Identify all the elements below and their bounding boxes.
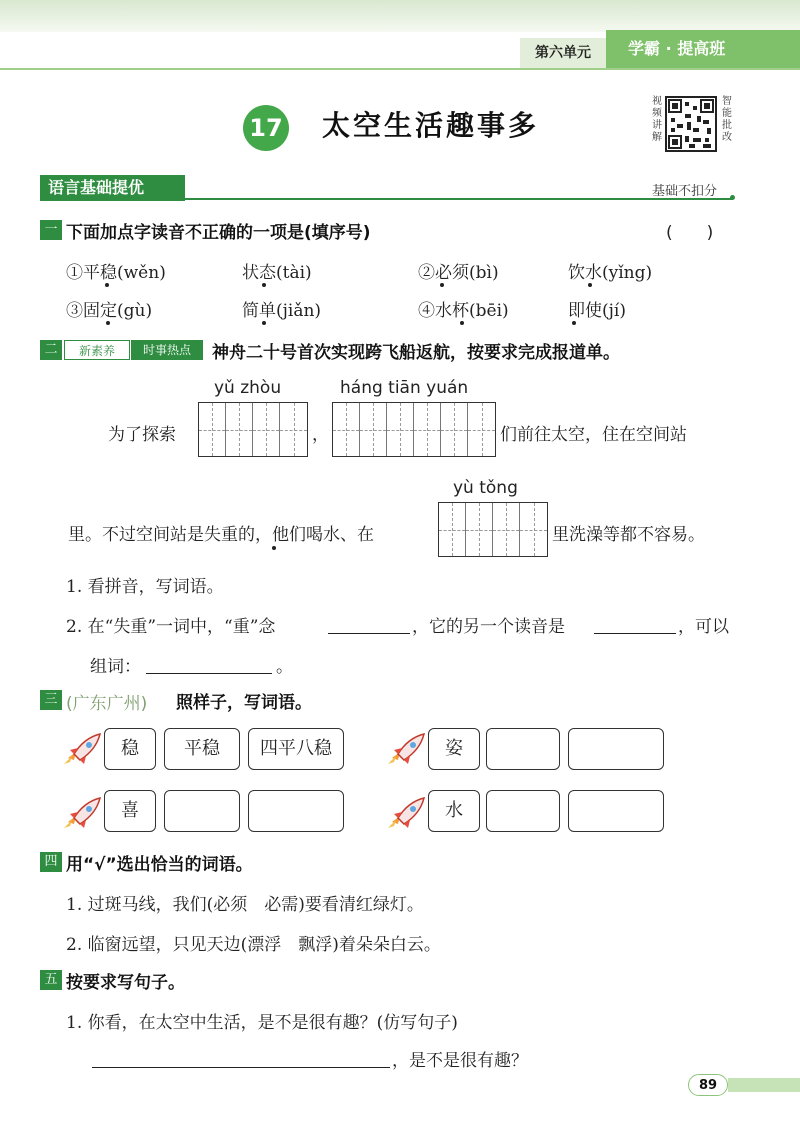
tag-new-literacy: 新素养 <box>64 340 130 360</box>
question-5-number: 五 <box>40 970 62 990</box>
section-title: 语言基础提优 <box>40 175 185 201</box>
option-4-pair: 即使(jí) <box>568 301 626 321</box>
header-divider <box>0 68 800 70</box>
answer-box[interactable] <box>164 790 240 832</box>
subquestion-2-e: 。 <box>276 657 293 677</box>
emphasis-dot <box>440 283 444 287</box>
rocket-icon <box>62 732 102 766</box>
rocket-icon <box>386 732 426 766</box>
rocket-icon <box>62 796 102 830</box>
blank-pronunciation[interactable] <box>328 632 410 634</box>
passage-text-c1: 里。不过空间站是失重的，他们喝水、在 <box>68 525 374 545</box>
writing-grid-hangtianyuan[interactable] <box>332 402 496 457</box>
passage-text-b: 们前往太空，住在空间站 <box>500 425 687 445</box>
answer-box[interactable] <box>248 790 344 832</box>
lesson-title: 太空生活趣事多 <box>322 109 540 142</box>
question-4-item-2: 2. 临窗远望，只见天边(漂浮 飘浮)着朵朵白云。 <box>66 935 441 955</box>
option-1-text: ①平稳(wěn) <box>66 263 166 283</box>
passage-text-a: 为了探索 <box>108 425 176 445</box>
question-2-prompt: 神舟二十号首次实现跨飞船返航，按要求完成报道单。 <box>212 343 620 363</box>
answer-box[interactable] <box>486 728 560 770</box>
answer-paren[interactable]: ( ) <box>666 223 714 243</box>
question-1-number: 一 <box>40 220 62 240</box>
question-2-number: 二 <box>40 340 62 360</box>
question-4-item-1: 1. 过斑马线，我们(必须 必需)要看清红绿灯。 <box>66 895 424 915</box>
answer-box[interactable] <box>568 790 664 832</box>
unit-label: 第六单元 <box>520 38 606 68</box>
subquestion-2-c: ，可以 <box>678 617 729 637</box>
word-box: 稳 <box>104 728 156 770</box>
option-4: ④水杯(bēi) <box>418 301 509 321</box>
question-3-region: (广东广州) <box>66 694 148 714</box>
word-box: 喜 <box>104 790 156 832</box>
option-1-pair: 状态(tài) <box>242 263 312 283</box>
question-3-number: 三 <box>40 690 62 710</box>
emphasis-dot <box>105 283 109 287</box>
rocket-icon <box>386 796 426 830</box>
passage-text-c2: 里洗澡等都不容易。 <box>552 525 705 545</box>
blank-sentence[interactable] <box>92 1066 390 1068</box>
option-3-pair: 简单(jiǎn) <box>242 301 322 321</box>
subquestion-2-a: 2. 在“失重”一词中，“重”念 <box>66 617 276 637</box>
writing-grid-yuzhou[interactable] <box>198 402 308 457</box>
passage-comma: ， <box>312 425 329 445</box>
emphasis-dot <box>262 283 266 287</box>
word-box: 姿 <box>428 728 480 770</box>
answer-box[interactable] <box>568 728 664 770</box>
emphasis-dot <box>262 321 266 325</box>
question-3-prompt: 照样子，写词语。 <box>176 693 312 713</box>
option-1 <box>66 258 166 283</box>
option-3: ③固定(gù) <box>66 301 153 321</box>
page-strip <box>728 1078 800 1092</box>
top-banner <box>0 0 800 32</box>
option-2: ②必须(bì) <box>418 263 499 283</box>
blank-word-formation[interactable] <box>146 672 272 674</box>
pinyin-b: háng tiān yuán <box>340 378 469 398</box>
blank-other-reading[interactable] <box>594 632 676 634</box>
section-dot <box>730 195 735 200</box>
emphasis-dot <box>106 321 110 325</box>
writing-grid-yutong[interactable] <box>438 502 548 557</box>
pinyin-a: yǔ zhòu <box>214 378 282 398</box>
question-4-prompt: 用“√”选出恰当的词语。 <box>66 855 253 875</box>
emphasis-dot <box>572 321 576 325</box>
emphasis-dot <box>588 283 592 287</box>
question-5-item-1-tail: ，是不是很有趣？ <box>392 1051 528 1071</box>
emphasis-dot <box>460 321 464 325</box>
series-label: 学霸 · 提高班 <box>606 30 800 68</box>
word-box: 平稳 <box>164 728 240 770</box>
pinyin-c: yù tǒng <box>453 478 518 498</box>
question-5-item-1: 1. 你看，在太空中生活，是不是很有趣？(仿写句子) <box>66 1013 458 1033</box>
subquestion-2-d: 组词： <box>90 657 141 677</box>
subquestion-1: 1. 看拼音，写词语。 <box>66 577 224 597</box>
section-divider <box>185 198 733 200</box>
page-number: 89 <box>688 1074 728 1096</box>
tag-current-affairs: 时事热点 <box>131 340 203 360</box>
option-2-pair: 饮水(yǐng) <box>568 263 653 283</box>
word-box: 四平八稳 <box>248 728 344 770</box>
question-5-prompt: 按要求写句子。 <box>66 973 185 993</box>
question-4-number: 四 <box>40 852 62 872</box>
lesson-number-badge: 17 <box>243 105 289 151</box>
subquestion-2-b: ，它的另一个读音是 <box>412 617 565 637</box>
question-1-prompt: 下面加点字读音不正确的一项是(填序号) <box>66 223 371 243</box>
qr-code-icon[interactable] <box>665 96 717 152</box>
word-box: 水 <box>428 790 480 832</box>
section-note: 基础不扣分 <box>652 184 718 199</box>
answer-box[interactable] <box>486 790 560 832</box>
qr-left-caption: 视频讲解 <box>652 96 662 143</box>
qr-right-caption: 智能批改 <box>722 96 732 143</box>
emphasis-dot <box>272 546 276 550</box>
